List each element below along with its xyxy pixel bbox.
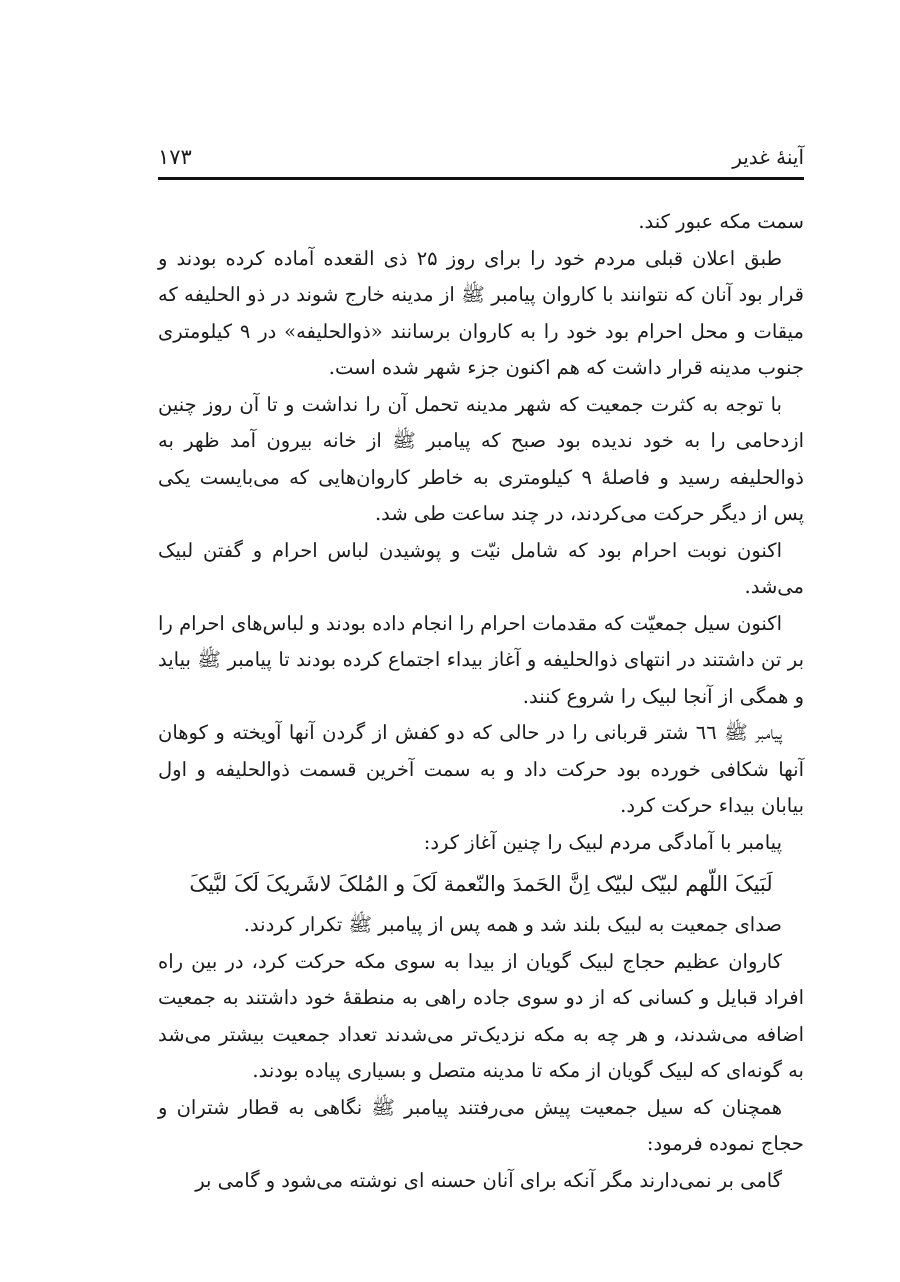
page-header <box>158 143 804 179</box>
paragraph: پیامبر با آمادگی مردم لبیک را چنین آغاز کرد: <box>423 830 782 854</box>
paragraph: اکنون نوبت احرام بود که شامل نیّت و پوشیدن لباس احرام و گفتن لبیک می‌شد. <box>158 538 804 598</box>
paragraph: با توجه به کثرت جمعیت که شهر مدینه تحمل آن را نداشت و تا آن روز چنین ازدحامی را به خود ندیده بود صبح که پیامبر ﷺ از خانه بیرون آمد ظهر به ذوالحلیفه رسید و فاصلهٔ ۹ کیلومتری به خاطر کاروان‌هایی که می‌بایست یکی پس از دیگر حرکت می‌کردند، در چند ساعت طی شد. <box>158 392 804 525</box>
running-title: آینهٔ غدیر <box>732 145 804 169</box>
paragraph: همچنان که سیل جمعیت پیش می‌رفتند پیامبر ﷺ نگاهی به قطار شتران و حجاج نموده فرمود: <box>158 1095 804 1155</box>
paragraph: گامی بر نمی‌دارند مگر آنکه برای آنان حسنه ای نوشته می‌شود و گامی بر <box>195 1168 782 1192</box>
header-rule <box>158 177 804 180</box>
talbiyah-verse: لَبَیکَ اللّهم لبیّک لبیّک اِنَّ الحَمدَ والنّعمة لَکَ و المُلکَ لاشَریکَ لَکَ لبَّیکَ <box>189 872 773 896</box>
paragraph: پیامبر ﷺ ٦٦ شتر قربانی را در حالی که دو کفش از گردن آنها آویخته و کوهان آنها شکافی خورده بود حرکت داد و به سمت آخرین قسمت ذوالحلیفه و اول بیابان بیداء حرکت کرد. <box>158 721 804 817</box>
body-text <box>158 204 804 1199</box>
paragraph: اکنون سیل جمعیّت که مقدمات احرام را انجام داده بودند و لباس‌های احرام را بر تن داشتند در انتهای ذوالحلیفه و آغاز بیداء اجتماع کرده بودند تا پیامبر ﷺ بیاید و همگی از آنجا لبیک را شروع کنند. <box>158 611 804 708</box>
paragraph: طبق اعلان قبلی مردم خود را برای روز ۲۵ ذی القعده آماده کرده بودند و قرار بود آنان که نتوانند با کاروان پیامبر ﷺ از مدینه خارج شوند در ذو الحلیفه که میقات و محل احرام بود خود را به کاروان برسانند «ذوالحلیفه» در ۹ کیلومتری جنوب مدینه قرار داشت که هم اکنون جزء شهر شده است. <box>158 246 804 379</box>
paragraph: سمت مکه عبور کند. <box>638 210 804 233</box>
page-number: ۱۷۳ <box>158 145 192 169</box>
paragraph: صدای جمعیت به لبیک بلند شد و همه پس از پیامبر ﷺ تکرار کردند. <box>243 913 782 936</box>
paragraph: کاروان عظیم حجاج لبیک گویان از بیدا به سوی مکه حرکت کرد، در بین راه افراد قبایل و کسانی که از دو سوی جاده راهی به منطقهٔ خود داشتند به جمعیت اضافه می‌شدند، و هر چه به مکه نزدیک‌تر می‌شدند تعداد جمعیت بیشتر می‌شد به گونه‌ای که لبیک گویان از مکه تا مدینه متصل و بسیاری پیاده بودند. <box>158 949 804 1082</box>
